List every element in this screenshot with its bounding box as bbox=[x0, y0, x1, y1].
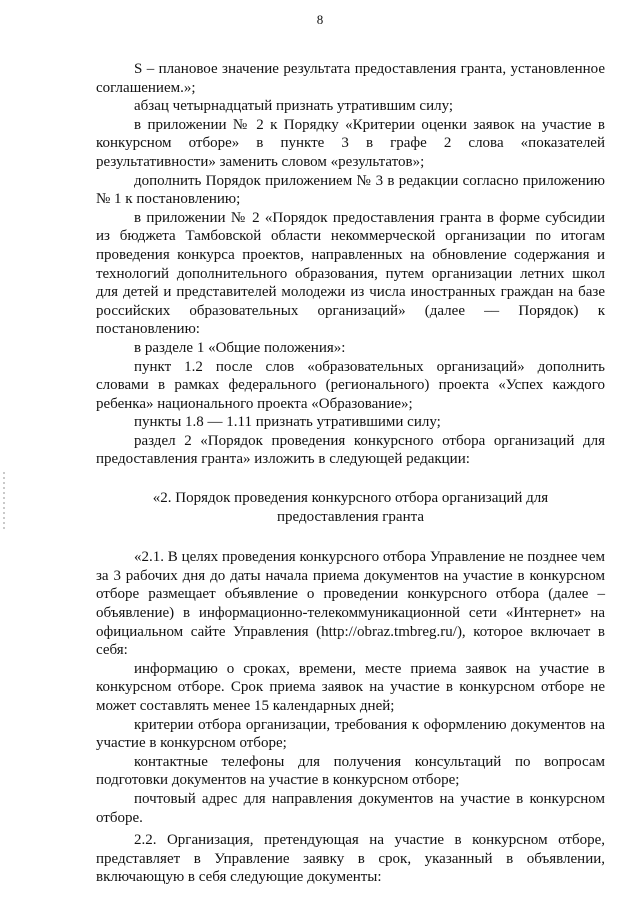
paragraph: абзац четырнадцатый признать утратившим силу; bbox=[134, 98, 454, 115]
paragraph: раздел 2 «Порядок проведения конкурсного отбора организаций для предоставления гранта» изложить в следующей редакции: bbox=[96, 432, 605, 468]
paragraph: пункт 1.2 после слов «образовательных организаций» дополнить словами в рамках федерального (регионального) проекта «Успех каждого ребенка» национального проекта «Образование»; bbox=[96, 358, 605, 412]
section-heading: «2. Порядок проведения конкурсного отбора организаций для предоставления гранта bbox=[152, 490, 549, 525]
paragraph: дополнить Порядок приложением № 3 в редакции согласно приложению № 1 к постановлению; bbox=[96, 172, 605, 208]
paragraph: почтовый адрес для направления документов на участие в конкурсном отборе. bbox=[96, 790, 605, 826]
document-body bbox=[96, 60, 605, 887]
paragraph: контактные телефоны для получения консультаций по вопросам подготовки документов на участие в конкурсном отборе; bbox=[96, 753, 605, 789]
paragraph: в разделе 1 «Общие положения»: bbox=[134, 339, 346, 356]
paragraph: 2.2. Организация, претендующая на участие в конкурсном отборе, представляет в Управление заявку в срок, указанный в объявлении, включающую в себя следующие документы: bbox=[96, 832, 605, 886]
paragraph: S – плановое значение результата предоставления гранта, установленное соглашением.»; bbox=[96, 61, 605, 96]
paragraph: критерии отбора организации, требования к оформлению документов на участие в конкурсном отборе; bbox=[96, 716, 605, 752]
paragraph: в приложении № 2 «Порядок предоставления гранта в форме субсидии из бюджета Тамбовской области некоммерческой организации по итогам проведения конкурса проектов, направленных на обновление содержания и технологий дополнительного образования, путем организации летних школ для детей и представителей молодежи из числа иностранных граждан на базе российских образовательных организаций» (далее –– Порядок) к постановлению: bbox=[96, 209, 605, 338]
paragraph: в приложении № 2 к Порядку «Критерии оценки заявок на участие в конкурсном отборе» в пункте 3 в графе 2 слова «показателей результативности» заменить словом «результатов»; bbox=[96, 116, 605, 170]
paragraph: «2.1. В целях проведения конкурсного отбора Управление не позднее чем за 3 рабочих дня до даты начала приема документов на участие в конкурсном отборе размещает объявление о проведении конкурсного отбора (далее – объявление) в информационно-телекоммуникационной сети «Интернет» на официальном сайте Управления (http://obraz.tmbreg.ru/), которое включает в себя: bbox=[96, 549, 605, 659]
page-number: 8 bbox=[316, 12, 324, 27]
paragraph: информацию о сроках, времени, месте приема заявок на участие в конкурсном отборе. Срок приема заявок на участие в конкурсном отборе не может составлять менее 15 календарных дней; bbox=[96, 660, 605, 714]
scan-margin-mark bbox=[3, 472, 5, 530]
paragraph: пункты 1.8 — 1.11 признать утратившими силу; bbox=[134, 414, 441, 431]
